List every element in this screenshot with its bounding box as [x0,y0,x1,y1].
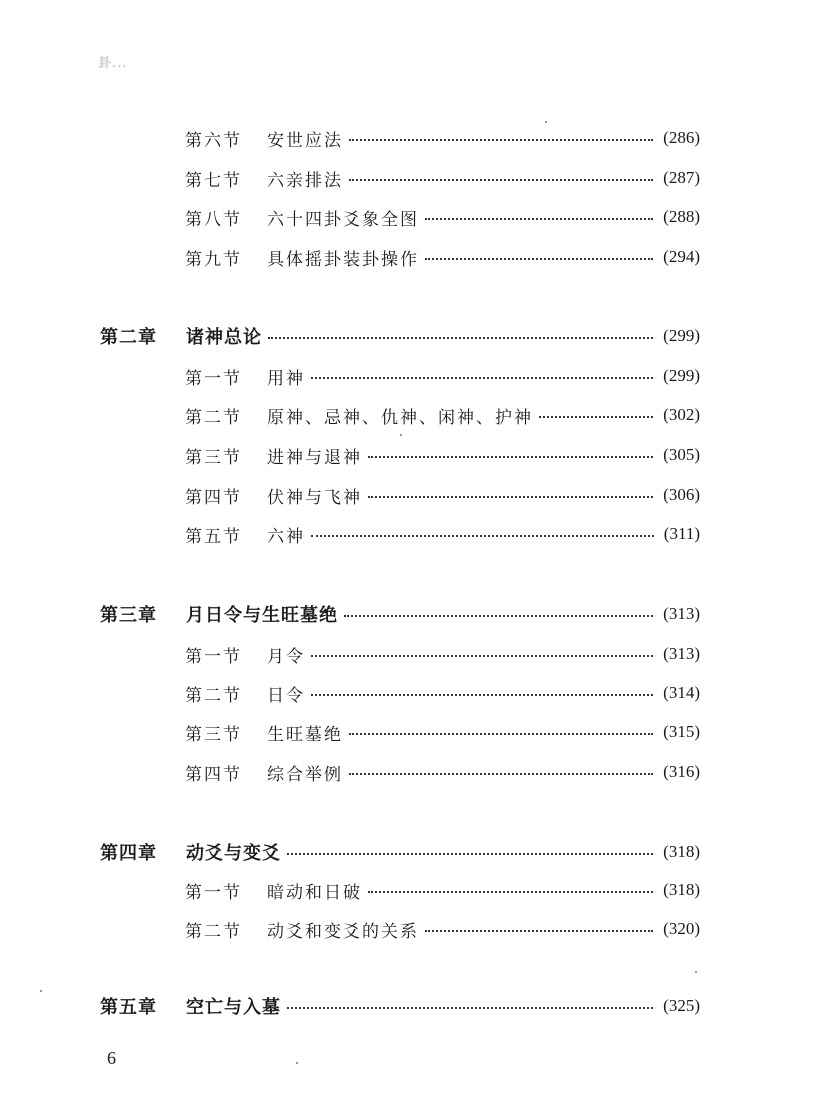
chapter-title: 月日令与生旺墓绝 [186,605,338,626]
entry-number: 第二节 [185,921,242,942]
entry-page: (318) [663,880,700,899]
toc-entry[interactable] [185,640,700,668]
chapter-page: (299) [663,326,700,345]
dot-leader [349,733,653,735]
entry-title: 六亲排法 [267,170,343,191]
toc-entry[interactable] [185,362,700,390]
chapter-number: 第五章 [100,997,157,1018]
entry-number: 第二节 [185,685,242,706]
dot-leader [311,655,653,657]
entry-number: 第一节 [185,646,242,667]
entry-title: 动爻和变爻的关系 [267,921,419,942]
toc-entry[interactable] [185,401,700,429]
chapter-title: 动爻与变爻 [186,843,281,864]
entry-title: 月令 [267,646,305,667]
entry-page: (311) [663,524,700,543]
toc-chapter[interactable] [100,322,700,350]
dot-leader [425,258,653,260]
entry-title: 生旺墓绝 [267,724,343,745]
entry-number: 第三节 [185,724,242,745]
chapter-number: 第二章 [100,327,157,348]
toc-chapter[interactable] [100,838,700,866]
entry-number: 第九节 [185,249,242,270]
scan-speck [296,1062,298,1064]
dot-leader [287,1007,653,1009]
entry-page: (288) [663,207,700,226]
toc-chapter[interactable] [100,600,700,628]
entry-title: 原神、忌神、仇神、闲神、护神 [267,407,533,428]
scan-speck [695,971,697,973]
entry-page: (302) [663,405,700,424]
entry-page: (294) [663,247,700,266]
entry-page: (313) [663,644,700,663]
entry-number: 第五节 [185,526,242,547]
toc-entry[interactable] [185,164,700,192]
scan-speck [545,121,547,123]
toc-entry[interactable] [185,124,700,152]
dot-leader [425,218,653,220]
entry-number: 第一节 [185,882,242,903]
entry-title: 具体摇卦装卦操作 [267,249,419,270]
entry-title: 伏神与飞神 [267,487,362,508]
entry-page: (314) [663,683,700,702]
dot-leader [344,615,653,617]
entry-title: 综合举例 [267,764,343,785]
toc-entry[interactable] [185,876,700,904]
toc-entry[interactable] [185,441,700,469]
toc-entry[interactable] [185,520,700,548]
entry-title: 日令 [267,685,305,706]
dot-leader [349,179,653,181]
dot-leader [368,496,653,498]
chapter-page: (313) [663,604,700,623]
entry-title: 用神 [267,368,305,389]
entry-number: 第八节 [185,209,242,230]
entry-number: 第七节 [185,170,242,191]
entry-title: 安世应法 [267,130,343,151]
dot-leader [539,416,653,418]
scan-speck [40,990,42,992]
entry-title: 六神 [267,526,305,547]
dot-leader [311,535,654,537]
entry-page: (305) [663,445,700,464]
dot-leader [368,891,653,893]
entry-page: (287) [663,168,700,187]
toc-entry[interactable] [185,679,700,707]
dot-leader [311,377,653,379]
toc-entry[interactable] [185,243,700,271]
entry-number: 第一节 [185,368,242,389]
toc-entry[interactable] [185,718,700,746]
entry-page: (315) [663,722,700,741]
running-header: 卦... [98,56,128,71]
dot-leader [368,456,653,458]
toc-entry[interactable] [185,758,700,786]
entry-title: 暗动和日破 [267,882,362,903]
chapter-page: (325) [663,996,700,1015]
entry-number: 第二节 [185,407,242,428]
entry-page: (316) [663,762,700,781]
dot-leader [349,139,653,141]
dot-leader [349,773,653,775]
chapter-number: 第三章 [100,605,157,626]
entry-title: 六十四卦爻象全图 [267,209,419,230]
entry-page: (306) [663,485,700,504]
dot-leader [425,930,653,932]
dot-leader [287,853,653,855]
entry-page: (299) [663,366,700,385]
entry-number: 第三节 [185,447,242,468]
entry-title: 进神与退神 [267,447,362,468]
toc-entry[interactable] [185,203,700,231]
chapter-title: 空亡与入墓 [186,997,281,1018]
entry-number: 第四节 [185,487,242,508]
entry-page: (286) [663,128,700,147]
toc-entry[interactable] [185,481,700,509]
scan-speck [400,434,402,436]
dot-leader [311,694,653,696]
chapter-page: (318) [663,842,700,861]
toc-entry[interactable] [185,915,700,943]
chapter-title: 诸神总论 [186,327,262,348]
entry-number: 第六节 [185,130,242,151]
entry-number: 第四节 [185,764,242,785]
toc-chapter[interactable] [100,992,700,1020]
entry-page: (320) [663,919,700,938]
page-number: 6 [107,1048,116,1068]
dot-leader [268,337,653,339]
chapter-number: 第四章 [100,843,157,864]
